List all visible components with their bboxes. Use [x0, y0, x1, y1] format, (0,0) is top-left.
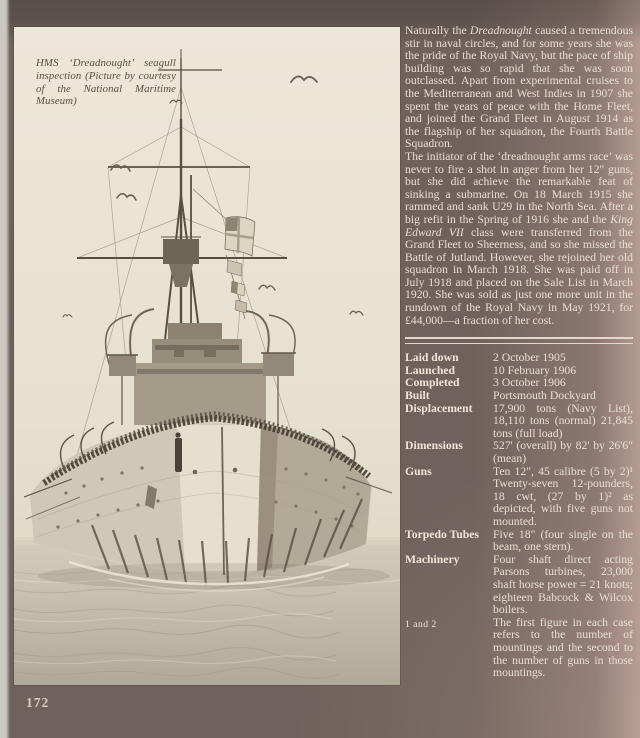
- spec-value: Five 18" (four single on the beam, one stern).: [493, 527, 633, 554]
- spec-label: Launched: [405, 363, 456, 377]
- spec-value: Portsmouth Dockyard: [493, 389, 596, 403]
- spec-label: 1 and 2: [405, 618, 437, 630]
- spec-value: 10 February 1906: [493, 363, 577, 377]
- spec-label: Laid down: [405, 351, 459, 365]
- spec-label: Displacement: [405, 401, 473, 415]
- double-rule: [405, 337, 633, 344]
- article-paragraphs: [405, 25, 633, 327]
- spec-value: 17,900 tons (Navy List), 18,110 tons (normal) 21,845 tons (full load): [493, 401, 633, 440]
- specs-table: [405, 352, 633, 679]
- spec-value: The first figure in each case refers to the number of mountings and the second to the number of guns in those mountings.: [493, 615, 633, 680]
- spec-label: Guns: [405, 464, 432, 478]
- spec-value: 2 October 1905: [493, 351, 566, 365]
- ship-photo: [14, 27, 400, 685]
- spec-value: 527' (overall) by 82' by 26'6" (mean): [493, 439, 633, 465]
- ship-illustration: [14, 27, 400, 685]
- spec-label: Built: [405, 389, 430, 403]
- spec-value: Four shaft direct acting Parsons turbines, 23,000 shaft horse power = 21 knots; eighteen Babcock & Wilcox boilers.: [493, 552, 633, 617]
- spec-label: Machinery: [405, 552, 460, 566]
- spec-value: 3 October 1906: [493, 376, 566, 390]
- article-column: [405, 25, 633, 680]
- spec-label: Torpedo Tubes: [405, 527, 479, 541]
- page-number: 172: [26, 695, 50, 710]
- spec-label: Completed: [405, 376, 460, 390]
- photo-caption: HMS ‘Dreadnought’ seagull inspection (Picture by courtesy of the National Maritime Museum): [36, 57, 176, 108]
- spec-label: Dimensions: [405, 439, 463, 453]
- paragraph: Naturally the Dreadnought caused a tremendous stir in naval circles, and for some years she was the pride of the Royal Navy, but the pace of ship building was so rapid that she was soon outclassed. Apart from experimental cruises to the Mediterranean and West Indies in 1907 she spent the years of peace with the Home Fleet, and joined the Grand Fleet in August 1914 as the flagship of her squadron, the Fourth Battle Squadron.: [405, 24, 634, 151]
- spec-value: Ten 12", 45 calibre (5 by 2)¹ Twenty-seven 12-pounders, 18 cwt, (27 by 1)² as depicted, with five guns not mounted.: [493, 464, 633, 528]
- paragraph: The initiator of the ‘dreadnought arms race’ was never to fire a shot in anger from her 12" guns, but she did achieve the remarkable feat of sinking a submarine. On 18 March 1915 she rammed and sank U29 in the North Sea. After a big refit in the Spring of 1916 she and the King Edward VII class were transferred from the Grand Fleet to Sheerness, and so she missed the Battle of Jutland. However, she rejoined her old squadron in March 1918. She was paid off in July 1918 and placed on the Sale List in March 1920. She was sold as just one more unit in the rundown of the Royal Navy in May 1921, for £44,000—a fraction of her cost.: [405, 149, 633, 327]
